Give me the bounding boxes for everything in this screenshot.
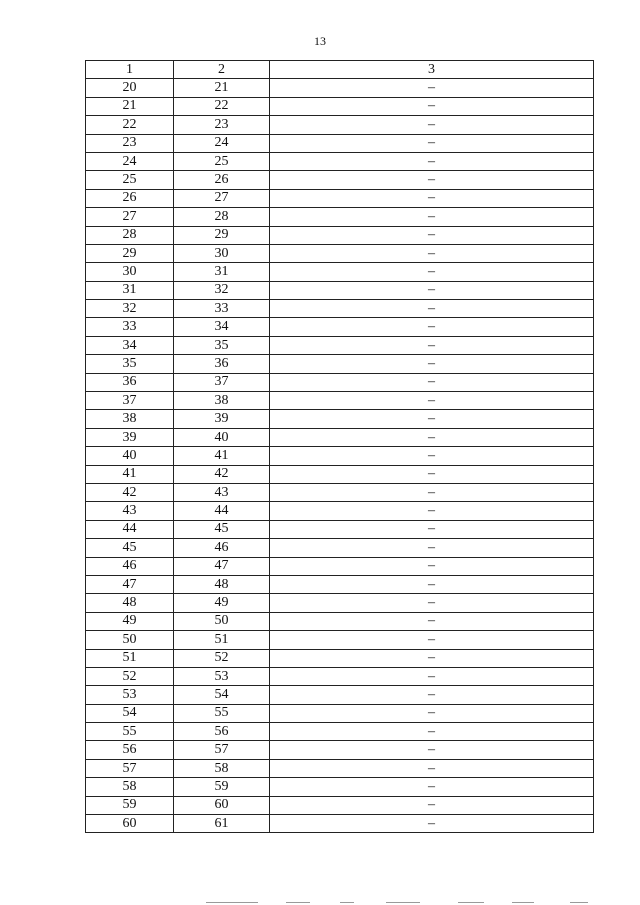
table-cell-col-1: 44 — [86, 520, 174, 538]
table-cell-col-2: 25 — [174, 152, 270, 170]
table-cell-col-1: 55 — [86, 723, 174, 741]
table-header — [86, 61, 594, 79]
table-cell-col-1: 60 — [86, 815, 174, 833]
table-cell-col-3: – — [270, 594, 594, 612]
table-cell-col-2: 52 — [174, 649, 270, 667]
table-row — [86, 778, 594, 796]
table-cell-col-1: 47 — [86, 575, 174, 593]
table-cell-col-2: 59 — [174, 778, 270, 796]
table-cell-col-3: – — [270, 815, 594, 833]
table-cell-col-3: – — [270, 226, 594, 244]
table-cell-col-3: – — [270, 134, 594, 152]
table-cell-col-3: – — [270, 263, 594, 281]
table-cell-col-2: 30 — [174, 244, 270, 262]
table-cell-col-1: 20 — [86, 79, 174, 97]
table-cell-col-1: 30 — [86, 263, 174, 281]
table-row — [86, 244, 594, 262]
table-row — [86, 392, 594, 410]
table-row — [86, 539, 594, 557]
table-cell-col-2: 36 — [174, 355, 270, 373]
table-cell-col-2: 35 — [174, 336, 270, 354]
table-cell-col-2: 46 — [174, 539, 270, 557]
table-cell-col-3: – — [270, 575, 594, 593]
table-row — [86, 704, 594, 722]
table-cell-col-3: – — [270, 759, 594, 777]
table-row — [86, 575, 594, 593]
table-cell-col-1: 56 — [86, 741, 174, 759]
table-row — [86, 226, 594, 244]
table-cell-col-2: 23 — [174, 116, 270, 134]
table-cell-col-1: 53 — [86, 686, 174, 704]
table-cell-col-1: 24 — [86, 152, 174, 170]
table-cell-col-2: 50 — [174, 612, 270, 630]
table-cell-col-3: – — [270, 171, 594, 189]
table-cell-col-3: – — [270, 796, 594, 814]
table-cell-col-2: 53 — [174, 667, 270, 685]
table-cell-col-2: 27 — [174, 189, 270, 207]
header-row — [86, 61, 594, 79]
table-row — [86, 741, 594, 759]
table-cell-col-2: 33 — [174, 300, 270, 318]
table-cell-col-2: 38 — [174, 392, 270, 410]
table-cell-col-1: 23 — [86, 134, 174, 152]
table-row — [86, 300, 594, 318]
table-cell-col-1: 43 — [86, 502, 174, 520]
table-body — [86, 79, 594, 833]
table-cell-col-3: – — [270, 281, 594, 299]
table-row — [86, 612, 594, 630]
table-cell-col-3: – — [270, 116, 594, 134]
table-row — [86, 336, 594, 354]
table-cell-col-2: 34 — [174, 318, 270, 336]
table-cell-col-2: 47 — [174, 557, 270, 575]
table-cell-col-1: 49 — [86, 612, 174, 630]
table-cell-col-3: – — [270, 208, 594, 226]
table-cell-col-2: 28 — [174, 208, 270, 226]
table-cell-col-1: 54 — [86, 704, 174, 722]
table-cell-col-2: 32 — [174, 281, 270, 299]
table-cell-col-2: 48 — [174, 575, 270, 593]
table-row — [86, 263, 594, 281]
table-cell-col-1: 28 — [86, 226, 174, 244]
table-row — [86, 410, 594, 428]
table-cell-col-1: 31 — [86, 281, 174, 299]
table-cell-col-1: 46 — [86, 557, 174, 575]
table-row — [86, 355, 594, 373]
table-row — [86, 447, 594, 465]
table-cell-col-3: – — [270, 189, 594, 207]
table-cell-col-2: 29 — [174, 226, 270, 244]
table-cell-col-3: – — [270, 778, 594, 796]
table-row — [86, 465, 594, 483]
table-cell-col-2: 40 — [174, 428, 270, 446]
table-cell-col-1: 26 — [86, 189, 174, 207]
table-cell-col-1: 37 — [86, 392, 174, 410]
table-row — [86, 815, 594, 833]
table-cell-col-2: 26 — [174, 171, 270, 189]
table-cell-col-2: 41 — [174, 447, 270, 465]
table-cell-col-1: 33 — [86, 318, 174, 336]
table-cell-col-1: 34 — [86, 336, 174, 354]
table-row — [86, 723, 594, 741]
table-row — [86, 189, 594, 207]
table-cell-col-2: 24 — [174, 134, 270, 152]
table-cell-col-1: 29 — [86, 244, 174, 262]
table-cell-col-3: – — [270, 741, 594, 759]
table-cell-col-3: – — [270, 336, 594, 354]
table-cell-col-2: 45 — [174, 520, 270, 538]
table-cell-col-3: – — [270, 667, 594, 685]
table-row — [86, 520, 594, 538]
table-cell-col-1: 48 — [86, 594, 174, 612]
table-cell-col-3: – — [270, 244, 594, 262]
table-cell-col-3: – — [270, 79, 594, 97]
table-cell-col-2: 57 — [174, 741, 270, 759]
table-cell-col-3: – — [270, 465, 594, 483]
table-cell-col-2: 55 — [174, 704, 270, 722]
column-header-1: 1 — [86, 61, 174, 79]
table-cell-col-2: 56 — [174, 723, 270, 741]
table-cell-col-1: 39 — [86, 428, 174, 446]
table-cell-col-2: 54 — [174, 686, 270, 704]
table-row — [86, 686, 594, 704]
table-cell-col-1: 51 — [86, 649, 174, 667]
page-number: 13 — [314, 34, 326, 48]
table-row — [86, 171, 594, 189]
table-row — [86, 373, 594, 391]
table-cell-col-1: 50 — [86, 631, 174, 649]
table-cell-col-2: 51 — [174, 631, 270, 649]
table-row — [86, 667, 594, 685]
table-cell-col-3: – — [270, 612, 594, 630]
column-header-3: 3 — [270, 61, 594, 79]
table-row — [86, 152, 594, 170]
table-cell-col-3: – — [270, 723, 594, 741]
table-cell-col-3: – — [270, 502, 594, 520]
table-cell-col-3: – — [270, 428, 594, 446]
table-cell-col-3: – — [270, 704, 594, 722]
table-cell-col-2: 39 — [174, 410, 270, 428]
table-cell-col-2: 49 — [174, 594, 270, 612]
table-cell-col-2: 43 — [174, 483, 270, 501]
table-row — [86, 759, 594, 777]
table-cell-col-1: 40 — [86, 447, 174, 465]
table-cell-col-2: 61 — [174, 815, 270, 833]
table-cell-col-3: – — [270, 318, 594, 336]
table-row — [86, 208, 594, 226]
table-cell-col-3: – — [270, 631, 594, 649]
table-cell-col-1: 41 — [86, 465, 174, 483]
table-row — [86, 557, 594, 575]
table-cell-col-3: – — [270, 97, 594, 115]
scan-artifact-marks — [200, 902, 610, 904]
table-row — [86, 134, 594, 152]
table-cell-col-3: – — [270, 373, 594, 391]
table-row — [86, 649, 594, 667]
table-cell-col-2: 37 — [174, 373, 270, 391]
table-cell-col-3: – — [270, 483, 594, 501]
table-row — [86, 428, 594, 446]
table-cell-col-3: – — [270, 447, 594, 465]
table-cell-col-1: 35 — [86, 355, 174, 373]
table-row — [86, 502, 594, 520]
table-cell-col-2: 60 — [174, 796, 270, 814]
table-row — [86, 594, 594, 612]
table-cell-col-2: 21 — [174, 79, 270, 97]
table-cell-col-2: 22 — [174, 97, 270, 115]
table-cell-col-3: – — [270, 355, 594, 373]
table-cell-col-3: – — [270, 520, 594, 538]
table-cell-col-2: 44 — [174, 502, 270, 520]
table-cell-col-1: 25 — [86, 171, 174, 189]
table-row — [86, 97, 594, 115]
table-row — [86, 483, 594, 501]
table-row — [86, 796, 594, 814]
table-cell-col-1: 45 — [86, 539, 174, 557]
table-cell-col-1: 52 — [86, 667, 174, 685]
table-cell-col-2: 42 — [174, 465, 270, 483]
table-cell-col-1: 36 — [86, 373, 174, 391]
table-row — [86, 116, 594, 134]
table-row — [86, 318, 594, 336]
table-cell-col-3: – — [270, 557, 594, 575]
table-cell-col-3: – — [270, 686, 594, 704]
table-cell-col-3: – — [270, 392, 594, 410]
table-cell-col-1: 59 — [86, 796, 174, 814]
table-cell-col-2: 31 — [174, 263, 270, 281]
table-cell-col-3: – — [270, 539, 594, 557]
table-cell-col-2: 58 — [174, 759, 270, 777]
table-row — [86, 281, 594, 299]
table-row — [86, 631, 594, 649]
table-cell-col-1: 38 — [86, 410, 174, 428]
table-cell-col-1: 32 — [86, 300, 174, 318]
table-cell-col-3: – — [270, 152, 594, 170]
table-cell-col-1: 58 — [86, 778, 174, 796]
table-cell-col-1: 27 — [86, 208, 174, 226]
table-cell-col-1: 42 — [86, 483, 174, 501]
table-row — [86, 79, 594, 97]
table-cell-col-1: 57 — [86, 759, 174, 777]
table-cell-col-1: 21 — [86, 97, 174, 115]
table-cell-col-1: 22 — [86, 116, 174, 134]
table-cell-col-3: – — [270, 649, 594, 667]
table-cell-col-3: – — [270, 300, 594, 318]
table-cell-col-3: – — [270, 410, 594, 428]
data-table — [85, 60, 594, 833]
column-header-2: 2 — [174, 61, 270, 79]
